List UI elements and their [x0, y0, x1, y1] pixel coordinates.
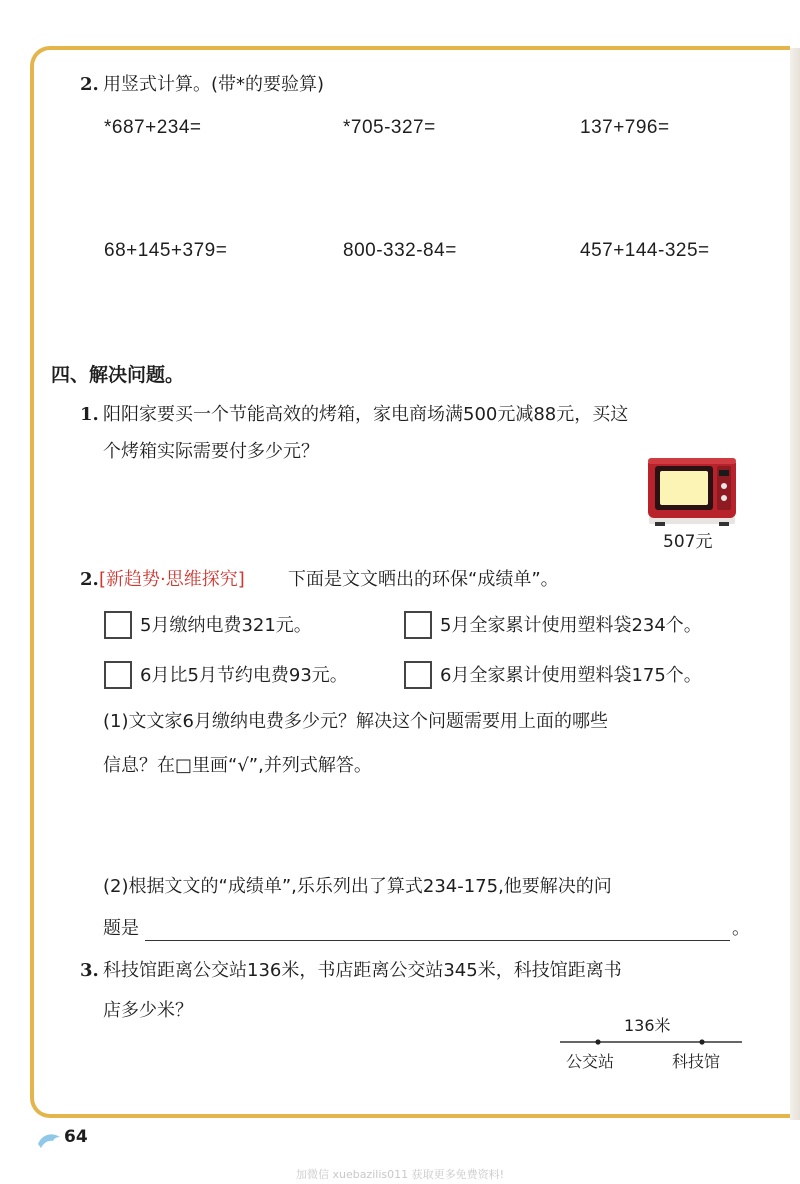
q2-number: 2.: [80, 569, 99, 590]
info-item-2: 5月全家累计使用塑料袋234个。: [440, 615, 702, 636]
checkbox-item-1[interactable]: [104, 611, 132, 639]
problem-4: 68+145+379=: [104, 240, 228, 261]
problem-3: 137+796=: [580, 117, 670, 138]
problem-5: 800-332-84=: [343, 240, 457, 261]
science-museum-label: 科技馆: [672, 1052, 721, 1071]
dolphin-icon: [36, 1128, 62, 1150]
page-edge: [790, 48, 800, 1120]
problem-6: 457+144-325=: [580, 240, 710, 261]
q3-number: 3.: [80, 960, 99, 981]
checkbox-item-4[interactable]: [404, 661, 432, 689]
bus-stop-label: 公交站: [566, 1052, 615, 1071]
q2-intro: 下面是文文晒出的环保“成绩单”。: [288, 569, 559, 590]
section4-heading: 四、解决问题。: [51, 364, 185, 386]
problem-2: *705-327=: [343, 117, 436, 138]
info-item-1: 5月缴纳电费321元。: [140, 615, 312, 636]
info-item-4: 6月全家累计使用塑料袋175个。: [440, 665, 702, 686]
oven-icon: [647, 456, 737, 526]
section2-number: 2.: [80, 74, 99, 95]
q1-number: 1.: [80, 404, 99, 425]
oven-price: 507元: [663, 532, 713, 552]
problem-1: *687+234=: [104, 117, 202, 138]
q2-sub1-line2: 信息？在□里画“√”,并列式解答。: [103, 755, 372, 776]
q3-text-line2: 店多少米？: [103, 1000, 193, 1021]
answer-line[interactable]: [145, 940, 730, 941]
q2-tag: [新趋势·思维探究]: [99, 569, 245, 590]
q3-text-line1: 科技馆距离公交站136米，书店距离公交站345米，科技馆距离书: [103, 960, 622, 981]
q2-sub2-line1: (2)根据文文的“成绩单”,乐乐列出了算式234-175,他要解决的问: [103, 876, 612, 897]
info-item-3: 6月比5月节约电费93元。: [140, 665, 348, 686]
q2-sub2-end: 。: [732, 918, 750, 939]
section2-title: 用竖式计算。(带*的要验算): [103, 74, 325, 95]
checkbox-item-2[interactable]: [404, 611, 432, 639]
q2-sub2-prefix: 题是: [103, 918, 139, 939]
q2-sub1-line1: (1)文文家6月缴纳电费多少元？解决这个问题需要用上面的哪些: [103, 711, 608, 732]
watermark: 加微信 xuebazilis011 获取更多免费资料!: [295, 1168, 505, 1181]
q1-text-line2: 个烤箱实际需要付多少元？: [103, 441, 319, 462]
checkbox-item-3[interactable]: [104, 661, 132, 689]
q1-text-line1: 阳阳家要买一个节能高效的烤箱，家电商场满500元减88元，买这: [103, 404, 629, 425]
distance-label: 136米: [624, 1016, 671, 1035]
page-number: 64: [64, 1127, 88, 1147]
